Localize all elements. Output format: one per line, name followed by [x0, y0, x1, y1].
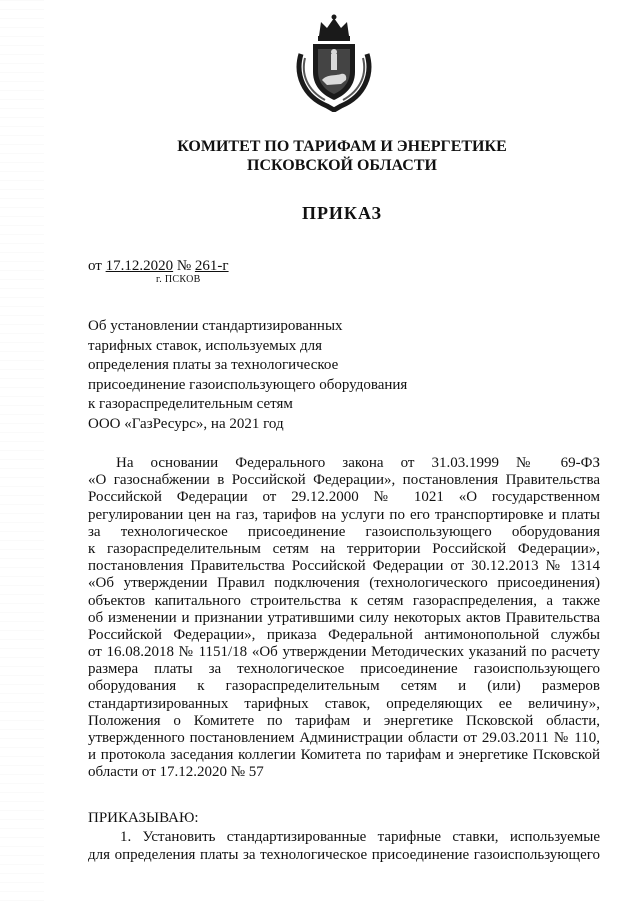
- body-line: и протокола заседания коллегии Комитета по тарифам и энергетике Псковской: [88, 747, 600, 764]
- date-number-line: [88, 258, 229, 275]
- body-line: за технологическое присоединение газоиспользующего оборудования: [88, 523, 600, 540]
- document-date: 17.12.2020: [105, 258, 174, 274]
- subject-line: Об установлении стандартизированных: [88, 318, 343, 334]
- document-subject: [88, 317, 428, 434]
- body-line: области от 17.12.2020 № 57: [88, 764, 264, 781]
- body-line: к газораспределительным сетям на территории Российской Федерации»,: [88, 540, 600, 557]
- body-line: Положения о Комитете по тарифам и энергетике Псковской области,: [88, 712, 600, 729]
- order-keyword: ПРИКАЗЫВАЮ:: [88, 810, 199, 826]
- body-line: размера платы за технологическое присоединение газоиспользующего: [88, 661, 600, 678]
- document-number: 261-г: [194, 258, 229, 274]
- body-line: На основании Федерального закона от 31.03.1999 № 69-ФЗ: [116, 455, 600, 471]
- subject-line: определения платы за технологическое: [88, 357, 339, 373]
- item-line: 1. Установить стандартизированные тарифные ставки, используемые: [120, 829, 600, 845]
- subject-line: к газораспределительным сетям: [88, 396, 293, 412]
- order-item-1: [88, 828, 600, 864]
- body-line: от 16.08.2018 № 1151/18 «Об утверждении Методических указаний по расчету: [88, 644, 600, 661]
- body-line: постановления Правительства Российской Федерации от 30.12.2013 № 1314: [88, 558, 600, 575]
- item-line: для определения платы за технологическое присоединение газоиспользующего: [88, 847, 600, 863]
- city-label: г. ПСКОВ: [156, 274, 201, 285]
- body-line: об изменении и признании утратившими силу некоторых актов Правительства: [88, 609, 600, 626]
- subject-line: ООО «ГазРесурс», на 2021 год: [88, 415, 284, 432]
- pskov-coat-of-arms-icon: [291, 14, 377, 112]
- date-prefix: от: [88, 258, 106, 274]
- body-line: утвержденного постановлением Администрации области от 29.03.2011 № 110,: [88, 730, 600, 746]
- body-line: «О газоснабжении в Российской Федерации», постановления Правительства: [88, 472, 600, 489]
- subject-line: тарифных ставок, используемых для: [88, 337, 323, 354]
- committee-name-line1: КОМИТЕТ ПО ТАРИФАМ И ЭНЕРГЕТИКЕ: [177, 138, 507, 155]
- committee-name-line2: ПСКОВСКОЙ ОБЛАСТИ: [247, 157, 437, 174]
- body-line: стандартизированных тарифных ставок, определяющих ее величину»,: [88, 695, 600, 712]
- subject-line: присоединение газоиспользующего оборудования: [88, 376, 408, 393]
- preamble-paragraph: [88, 455, 600, 782]
- body-line: Российской Федерации», приказа Федеральной антимонопольной службы: [88, 626, 600, 643]
- body-line: «Об утверждении Правил подключения (технологического присоединения): [88, 575, 600, 592]
- document-title: ПРИКАЗ: [301, 203, 383, 223]
- body-line: регулировании цен на газ, тарифов на услуги по его транспортировке и платы: [88, 506, 600, 523]
- number-sign: №: [173, 258, 195, 274]
- scan-edge-noise: [0, 0, 44, 905]
- body-line: Российской Федерации от 29.12.2000 № 1021 «О государственном: [88, 489, 600, 506]
- body-line: объектов капитального строительства к сетям газораспределения, а также: [88, 592, 600, 609]
- body-line: оборудования к газораспределительным сетям и (или) размеров: [88, 678, 600, 695]
